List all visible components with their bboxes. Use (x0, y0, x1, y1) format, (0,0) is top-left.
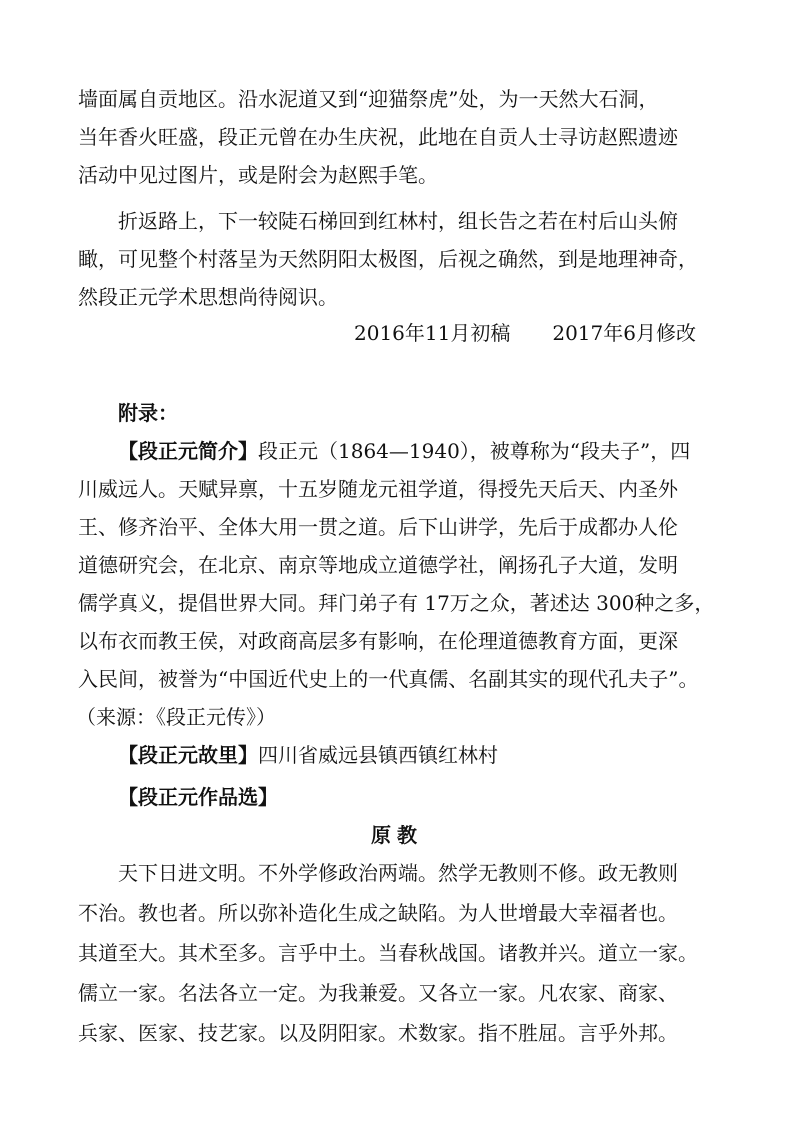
draft-date: 2016年11月初稿 (354, 321, 511, 345)
intro-line: 道德研究会，在北京、南京等地成立道德学社，阐扬孔子大道，发明 (78, 553, 678, 577)
date-line (354, 320, 696, 346)
hometown-value: 四川省威远县镇西镇红林村 (258, 743, 498, 767)
work-title: 原教 (371, 823, 423, 847)
hometown-line (118, 742, 498, 768)
intro-line: 以布衣而教王侯，对政商高层多有影响，在伦理道德教育方面，更深 (78, 629, 678, 653)
intro-label: 【段正元简介】 (118, 439, 258, 463)
intro-line: 川威远人。天赋异禀，十五岁随龙元祖学道，得授先天后天、内圣外 (78, 477, 678, 501)
paragraph-line: 当年香火旺盛，段正元曾在办生庆祝，此地在自贡人士寻访赵熙遗迹 (78, 125, 678, 149)
paragraph-line: 活动中见过图片，或是附会为赵熙手笔。 (78, 163, 438, 187)
paragraph-line: 墙面属自贡地区。沿水泥道又到“迎猫祭虎”处，为一天然大石洞， (78, 87, 659, 111)
intro-text: 段正元（1864—1940），被尊称为“段夫子”，四 (258, 439, 691, 463)
appendix-heading: 附录： (118, 401, 178, 425)
intro-source: （来源：《段正元传》） (76, 705, 276, 729)
work-line: 其道至大。其术至多。言乎中土。当春秋战国。诸教并兴。道立一家。 (78, 941, 698, 965)
work-line: 兵家、医家、技艺家。以及阴阳家。术数家。指不胜屈。言乎外邦。 (78, 1021, 678, 1045)
intro-line (118, 438, 690, 464)
paragraph-line: 瞰，可见整个村落呈为天然阴阳太极图，后视之确然，到是地理神奇， (78, 247, 698, 271)
hometown-label: 【段正元故里】 (118, 743, 258, 767)
intro-line: 儒学真义，提倡世界大同。拜门弟子有 17万之众，著述达 300种之多， (78, 591, 715, 615)
paragraph-line: 折返路上，下一较陡石梯回到红林村，组长告之若在村后山头俯 (118, 209, 678, 233)
work-line: 不治。教也者。所以弥补造化生成之缺陷。为人世增最大幸福者也。 (78, 901, 678, 925)
paragraph-line: 然段正元学术思想尚待阅识。 (78, 285, 338, 309)
revision-date: 2017年6月修改 (552, 321, 696, 345)
intro-line: 王、修齐治平、全体大用一贯之道。后下山讲学，先后于成都办人伦 (78, 515, 678, 539)
work-line: 儒立一家。名法各立一定。为我兼爱。又各立一家。凡农家、商家、 (78, 981, 678, 1005)
intro-line: 入民间，被誉为“中国近代史上的一代真儒、名副其实的现代孔夫子”。 (78, 667, 699, 691)
works-heading: 【段正元作品选】 (118, 785, 278, 809)
work-line: 天下日进文明。不外学修政治两端。然学无教则不修。政无教则 (118, 861, 678, 885)
